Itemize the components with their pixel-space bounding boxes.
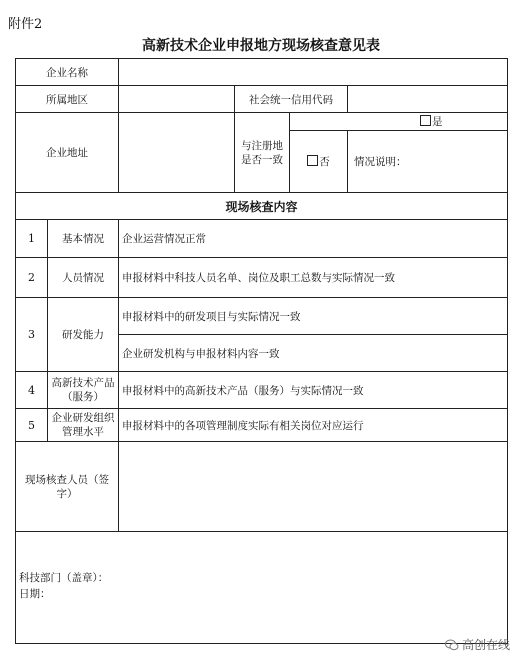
inspector-label: 现场核查人员（签字） [16,442,119,532]
explanation-cell[interactable] [348,131,508,193]
watermark [445,636,510,653]
row-dept-seal [16,532,508,644]
check-row-1 [16,220,508,258]
check-detail: 申报材料中的高新技术产品（服务）与实际情况一致 [119,372,508,409]
no-option[interactable] [290,131,348,193]
credit-code-value[interactable] [348,86,508,113]
dept-seal-cell[interactable] [16,532,508,644]
check-detail: 企业运营情况正常 [119,220,508,258]
company-name-value[interactable] [119,59,508,86]
check-item: 人员情况 [48,258,119,298]
check-detail: 企业研发机构与申报材料内容一致 [119,335,508,372]
check-item: 高新技术产品（服务） [48,372,119,409]
check-item: 企业研发组织管理水平 [48,409,119,442]
yes-option[interactable] [290,113,508,131]
inspector-signature[interactable] [119,442,508,532]
address-label: 企业地址 [16,113,119,193]
no-checkbox[interactable] [307,155,318,166]
check-num: 2 [16,258,48,298]
inspection-form-table [15,58,508,644]
check-item: 研发能力 [48,298,119,372]
wechat-icon [445,639,459,651]
form-title: 高新技术企业申报地方现场核查意见表 [142,38,380,54]
check-detail: 申报材料中的各项管理制度实际有相关岗位对应运行 [119,409,508,442]
check-item: 基本情况 [48,220,119,258]
check-row-5 [16,409,508,442]
check-row-2 [16,258,508,298]
row-company-name [16,59,508,86]
check-detail: 申报材料中科技人员名单、岗位及职工总数与实际情况一致 [119,258,508,298]
explanation-label: 情况说明： [354,156,407,168]
yes-checkbox[interactable] [420,115,431,126]
check-num: 4 [16,372,48,409]
same-as-registered-label: 与注册地是否一致 [235,113,290,193]
region-value[interactable] [119,86,235,113]
attachment-label: 附件2 [8,17,43,32]
row-address-yes [16,113,508,131]
credit-code-label: 社会统一信用代码 [235,86,348,113]
watermark-text: 高创在线 [461,638,510,652]
row-inspector [16,442,508,532]
company-name-label: 企业名称 [16,59,119,86]
no-label: 否 [319,156,330,168]
check-num: 1 [16,220,48,258]
dept-seal-label: 科技部门（盖章）： [19,572,109,584]
check-num: 3 [16,298,48,372]
check-num: 5 [16,409,48,442]
row-region [16,86,508,113]
yes-label: 是 [432,116,443,128]
row-section-title [16,193,508,220]
date-label: 日期： [19,588,51,600]
check-row-4 [16,372,508,409]
section-title: 现场核查内容 [16,193,508,220]
address-value[interactable] [119,113,235,193]
check-detail: 申报材料中的研发项目与实际情况一致 [119,298,508,335]
check-row-3a [16,298,508,335]
region-label: 所属地区 [16,86,119,113]
